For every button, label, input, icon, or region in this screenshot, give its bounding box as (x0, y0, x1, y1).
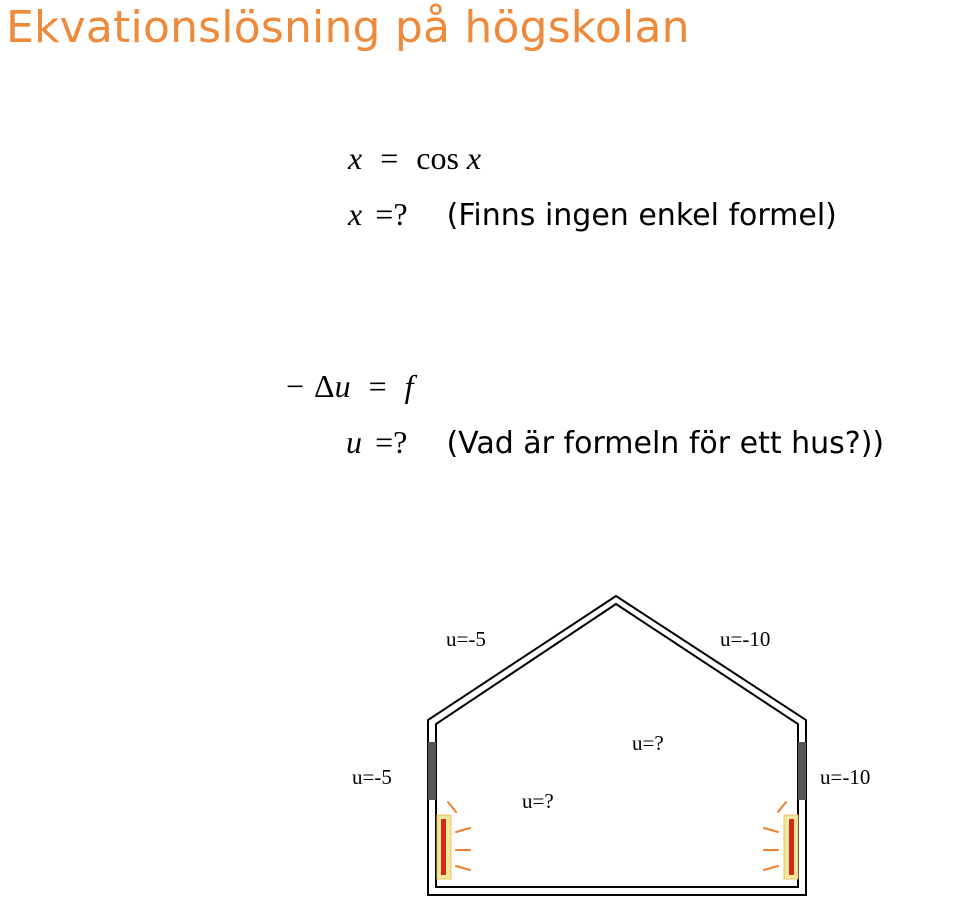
heater-right (784, 815, 798, 879)
eq3-rhs: f (404, 368, 414, 404)
eq1-fn: cos (416, 140, 459, 176)
label-wall-left: u=-5 (352, 765, 392, 789)
window-right (798, 742, 806, 800)
eq3-var: u (334, 368, 351, 404)
eq4-rhs: =? (375, 424, 408, 460)
eq2-rhs: =? (375, 196, 408, 232)
heater-left (437, 815, 451, 879)
label-interior-lower: u=? (522, 789, 554, 813)
eq1-arg: x (466, 140, 482, 176)
eq2-lhs: x (348, 196, 363, 232)
eq4-lhs: u (346, 424, 362, 460)
label-roof-right: u=-10 (720, 627, 771, 651)
heat-rays-right (764, 802, 786, 870)
label-wall-right: u=-10 (820, 765, 871, 789)
eq4-note: (Vad är formeln för ett hus?)) (446, 426, 885, 461)
eq1-op: = (380, 140, 399, 176)
window-left (428, 742, 436, 800)
label-roof-left: u=-5 (446, 627, 486, 651)
eq3-delta: Δ (314, 368, 335, 404)
eq3-op: = (368, 368, 387, 404)
eq2-note: (Finns ingen enkel formel) (446, 198, 837, 233)
slide-title: Ekvationslösning på högskolan (6, 2, 690, 53)
eq1-lhs: x (348, 140, 363, 176)
eq3-minus: − (286, 368, 305, 404)
label-interior-upper: u=? (632, 731, 664, 755)
